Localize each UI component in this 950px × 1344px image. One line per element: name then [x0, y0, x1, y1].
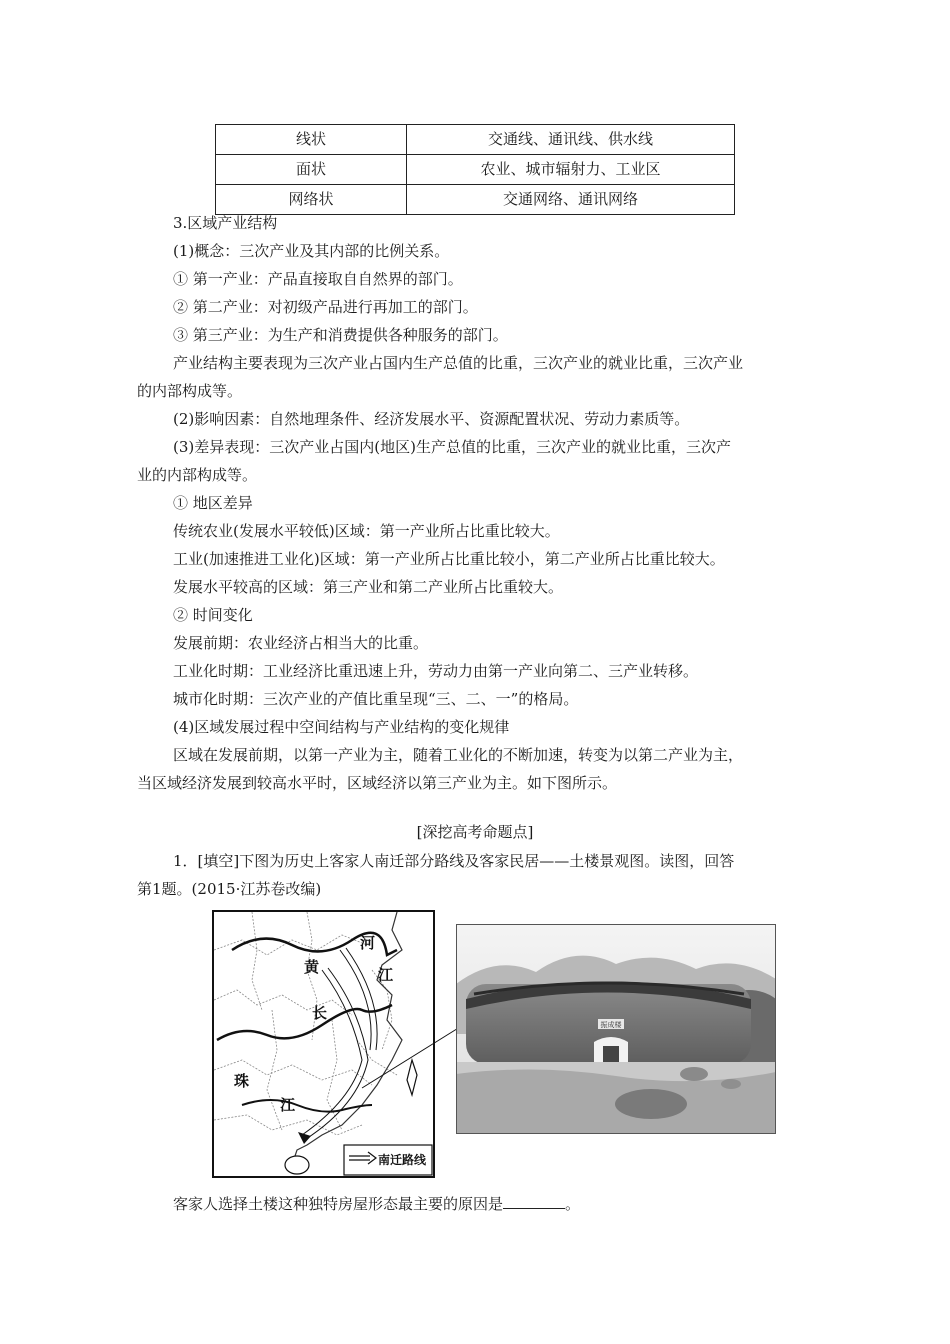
- paragraph-line: (4)区域发展过程中空间结构与产业结构的变化规律: [173, 718, 510, 736]
- table-cell: 线状: [216, 125, 407, 155]
- paragraph-line: 当区域经济发展到较高水平时，区域经济以第三产业为主。如下图所示。: [137, 774, 618, 792]
- table-cell: 网络状: [216, 185, 407, 215]
- paragraph-line: 业的内部构成等。: [137, 466, 258, 484]
- map-label-huang: 黄: [304, 958, 320, 976]
- map-label-chang: 长: [312, 1004, 328, 1022]
- table-cell: 农业、城市辐射力、工业区: [407, 155, 735, 185]
- paragraph-line: ③ 第三产业：为生产和消费提供各种服务的部门。: [173, 326, 508, 344]
- map-label-he: 河: [360, 934, 376, 952]
- paragraph-line: 城市化时期：三次产业的产值比重呈现“三、二、一”的格局。: [173, 690, 579, 708]
- paragraph-line: 传统农业(发展水平较低)区域：第一产业所占比重比较大。: [173, 522, 560, 540]
- answer-blank[interactable]: [503, 1193, 565, 1209]
- table-cell: 交通网络、通讯网络: [407, 185, 735, 215]
- paragraph-line: 区域在发展前期，以第一产业为主，随着工业化的不断加速，转变为以第二产业为主，: [173, 746, 744, 764]
- paragraph-line: (3)差异表现：三次产业占国内(地区)生产总值的比重，三次产业的就业比重，三次产: [173, 438, 731, 456]
- map-label-jiang: 江: [280, 1096, 296, 1114]
- tulou-photo: [456, 924, 776, 1134]
- paragraph-line: ② 第二产业：对初级产品进行再加工的部门。: [173, 298, 478, 316]
- map-label-zhu: 珠: [234, 1072, 250, 1090]
- paragraph-line: (2)影响因素：自然地理条件、经济发展水平、资源配置状况、劳动力素质等。: [173, 410, 690, 428]
- map-legend: [344, 1145, 432, 1175]
- paragraph-line: 工业(加速推进工业化)区域：第一产业所占比重比较小，第二产业所占比重比较大。: [173, 550, 725, 568]
- answer-line: [173, 1193, 580, 1214]
- spatial-structure-table: [215, 124, 735, 215]
- paragraph-line: ① 地区差异: [173, 494, 253, 512]
- paragraph-line: 发展水平较高的区域：第三产业和第二产业所占比重较大。: [173, 578, 564, 596]
- question-text: 第1题。(2015·江苏卷改编): [137, 880, 322, 898]
- map-label-jiang: 江: [378, 966, 394, 984]
- table-cell: 面状: [216, 155, 407, 185]
- table-row: [216, 185, 735, 215]
- paragraph-line: 发展前期：农业经济占相当大的比重。: [173, 634, 429, 652]
- answer-prompt: 客家人选择土楼这种独特房屋形态最主要的原因是: [173, 1195, 504, 1213]
- paragraph-line: ① 第一产业：产品直接取自自然界的部门。: [173, 270, 463, 288]
- table-cell: 交通线、通讯线、供水线: [407, 125, 735, 155]
- section-title: [深挖高考命题点]: [416, 823, 534, 841]
- table-row: [216, 125, 735, 155]
- paragraph-line: (1)概念：三次产业及其内部的比例关系。: [173, 242, 450, 260]
- table-row: [216, 155, 735, 185]
- answer-end: 。: [565, 1195, 581, 1213]
- tulou-sign: 振成楼: [600, 1021, 622, 1029]
- connector-line: [360, 1020, 470, 1090]
- question-text: 1．[填空]下图为历史上客家人南迁部分路线及客家民居——土楼景观图。读图，回答: [173, 852, 735, 870]
- paragraph-line: 的内部构成等。: [137, 382, 243, 400]
- paragraph-line: 产业结构主要表现为三次产业占国内生产总值的比重，三次产业的就业比重，三次产业: [173, 354, 744, 372]
- legend-label: 南迁路线: [378, 1153, 427, 1167]
- section-heading: 3.区域产业结构: [173, 214, 278, 232]
- paragraph-line: 工业化时期：工业经济比重迅速上升，劳动力由第一产业向第二、三产业转移。: [173, 662, 699, 680]
- paragraph-line: ② 时间变化: [173, 606, 253, 624]
